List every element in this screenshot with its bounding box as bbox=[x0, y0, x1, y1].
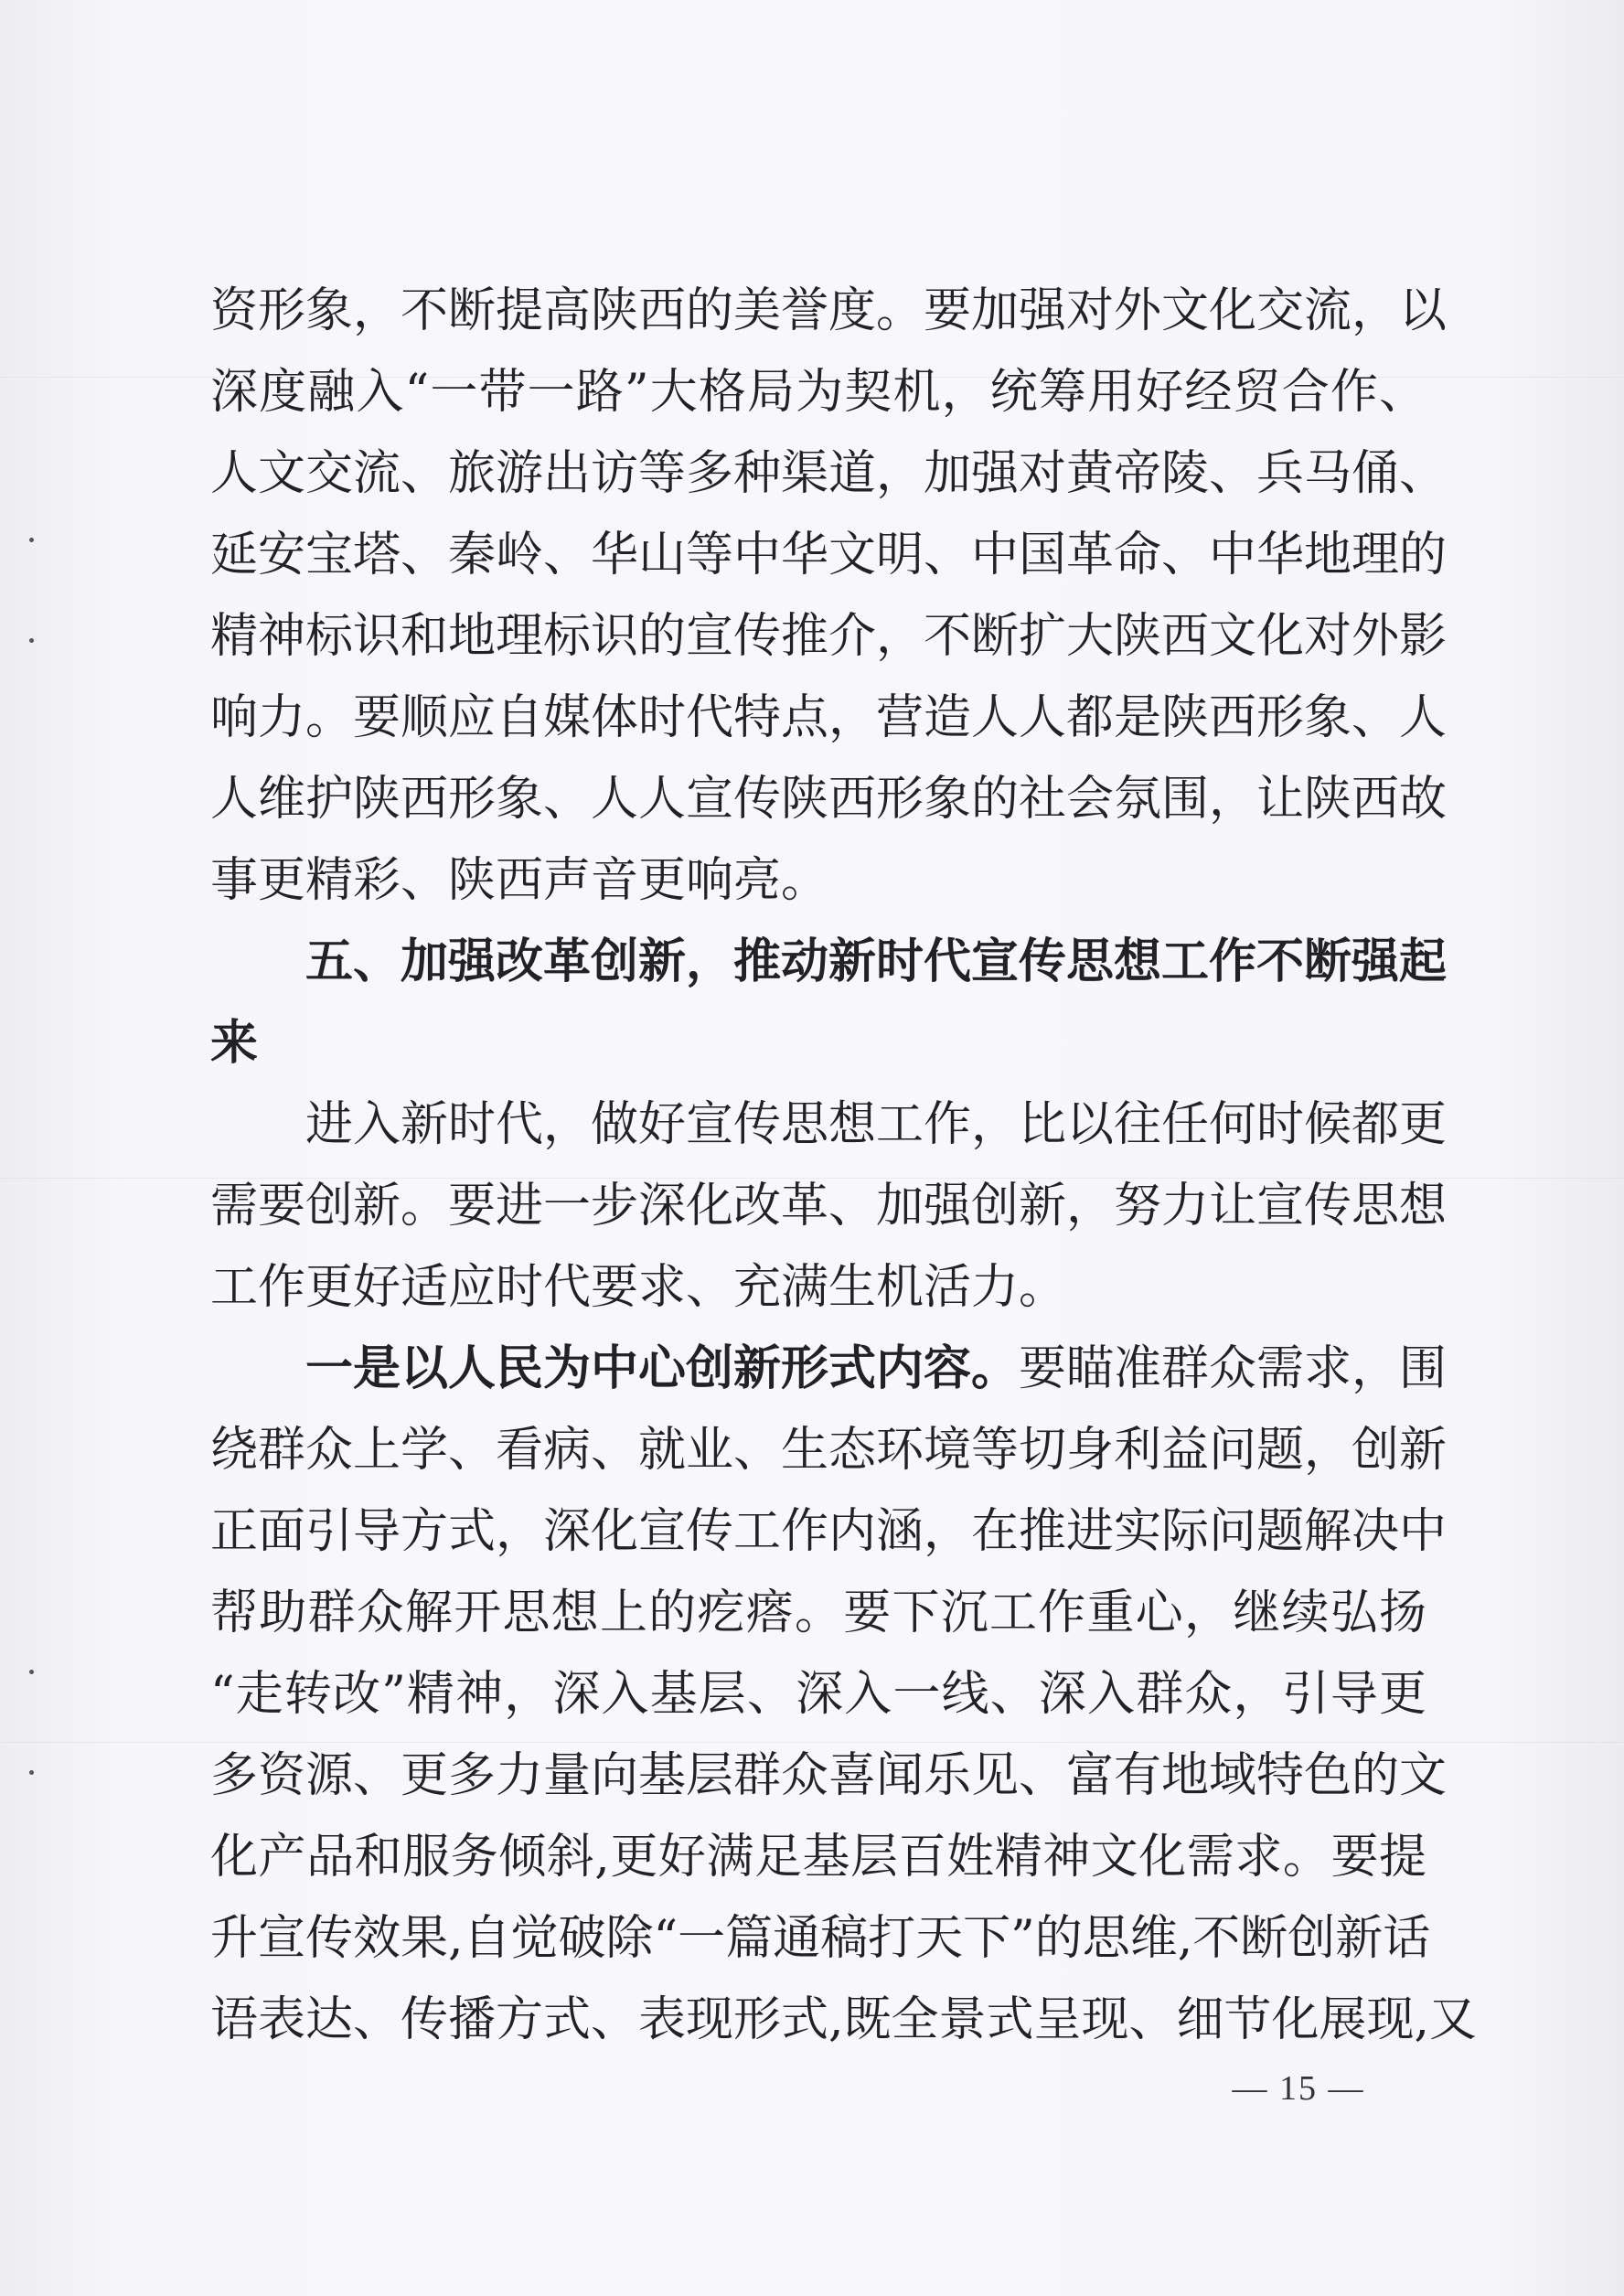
binding-hole-mark bbox=[29, 538, 34, 542]
text-line: 深度融入“一带一路”大格局为契机，统筹用好经贸合作、 bbox=[210, 365, 1426, 420]
text-line: 延安宝塔、秦岭、华山等中华文明、中国革命、中华地理的 bbox=[210, 528, 1448, 582]
text-line: 工作更好适应时代要求、充满生机活力。 bbox=[210, 1260, 1067, 1315]
text-line: 人文交流、旅游出访等多种渠道，加强对黄帝陵、兵马俑、 bbox=[210, 446, 1448, 501]
text-line: 进入新时代，做好宣传思想工作，比以往任何时候都更 bbox=[305, 1097, 1448, 1152]
text-line bbox=[210, 1329, 1448, 1410]
text-line: 语表达、传播方式、表现形式,既全景式呈现、细节化展现,又 bbox=[210, 1992, 1478, 2047]
section-heading: 五、加强改革创新，推动新时代宣传思想工作不断强起 bbox=[305, 934, 1448, 989]
text-line: 帮助群众解开思想上的疙瘩。要下沉工作重心，继续弘扬 bbox=[210, 1586, 1426, 1640]
text-line: 事更精彩、陕西声音更响亮。 bbox=[210, 853, 829, 908]
text-line: 人维护陕西形象、人人宣传陕西形象的社会氛围，让陕西故 bbox=[210, 772, 1448, 827]
text-line: “走转改”精神，深入基层、深入一线、深入群众，引导更 bbox=[210, 1667, 1426, 1722]
binding-hole-mark bbox=[29, 1670, 34, 1674]
text-line: 绕群众上学、看病、就业、生态环境等切身利益问题，创新 bbox=[210, 1423, 1448, 1478]
page-number: — 15 — bbox=[1232, 2069, 1365, 2108]
text-line: 升宣传效果,自觉破除“一篇通稿打天下”的思维,不断创新话 bbox=[210, 1911, 1431, 1966]
text-line: 资形象，不断提高陕西的美誉度。要加强对外文化交流，以 bbox=[210, 283, 1448, 338]
binding-hole-mark bbox=[29, 638, 34, 643]
bold-lead-phrase: 一是以人民为中心创新形式内容。 bbox=[305, 1341, 1020, 1396]
text-line: 多资源、更多力量向基层群众喜闻乐见、富有地域特色的文 bbox=[210, 1748, 1448, 1803]
text-line: 需要创新。要进一步深化改革、加强创新，努力让宣传思想 bbox=[210, 1179, 1448, 1233]
binding-hole-mark bbox=[29, 1770, 34, 1775]
text-line: 精神标识和地理标识的宣传推介，不断扩大陕西文化对外影 bbox=[210, 609, 1448, 664]
text-line: 正面引导方式，深化宣传工作内涵，在推进实际问题解决中 bbox=[210, 1504, 1448, 1559]
text-line: 响力。要顺应自媒体时代特点，营造人人都是陕西形象、人 bbox=[210, 690, 1448, 745]
text-line: 化产品和服务倾斜,更好满足基层百姓精神文化需求。要提 bbox=[210, 1830, 1426, 1885]
lead-rest: 要瞄准群众需求，围 bbox=[1019, 1341, 1448, 1396]
document-body bbox=[210, 271, 1478, 2061]
section-heading: 来 bbox=[210, 1016, 259, 1071]
